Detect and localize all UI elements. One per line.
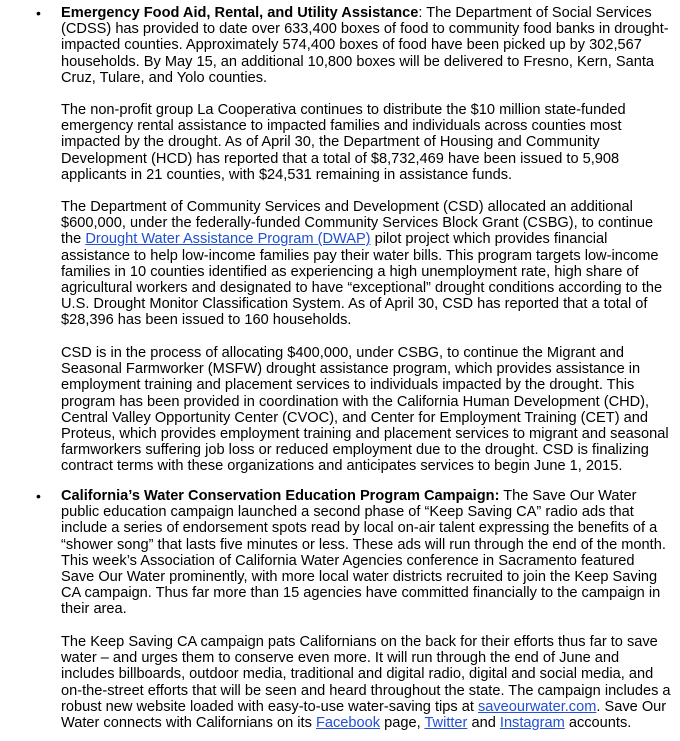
facebook-link[interactable]: Facebook — [315, 714, 381, 731]
bullet-icon: • — [36, 488, 41, 504]
bullet-icon: • — [36, 5, 41, 21]
twitter-link[interactable]: Twitter — [424, 714, 468, 731]
paragraph-rental-assistance: The non-profit group La Cooperativa continues to distribute the $10 million state-funded emergency rental assistance to impacted families and individuals across counties most impacted by the drought. As of April 30, the Department of Housing and Community Development (HCD) has reported that a total of $8,732,469 have been issued to 5,908 applicants in 21 counties, with $24,531 remaining in assistance funds. — [61, 102, 626, 183]
saveourwater-link[interactable]: saveourwater.com — [477, 698, 597, 715]
paragraph-keep-saving-ca: The Keep Saving CA campaign pats Californians on the back for their efforts thus far to save water – and urges them to conserve even more. It will run through the end of June and includes billboards, outdoor media, traditional and digital radio, digital and social media, and on-the-street efforts that will be seen and heard throughout the state. The campaign includes a robust new website loaded with easy-to-use water-saving tips at saveourwater.com. Save Our Water connects with Californians on its Facebook page, Twitter and Instagram accounts. — [61, 634, 671, 731]
paragraph-msfw: CSD is in the process of allocating $400,000, under CSBG, to continue the Migrant and Seasonal Farmworker (MSFW) drought assistance program, which provides assistance in employment training and placement services to individuals impacted by the drought. This program has been provided in coordination with the California Human Development (CHD), Central Valley Opportunity Center (CVOC), and Center for Employment Training (CET) and Proteus, which provides employment training and placement services to migrant and seasonal farmworkers suffering job loss or reduced employment due to the drought. CSD is finalizing contract terms with these organizations and anticipates services to begin June 1, 2015. — [61, 345, 669, 475]
dwap-link[interactable]: Drought Water Assistance Program (DWAP) — [85, 231, 371, 248]
paragraph-radio-ads: California’s Water Conservation Education Program Campaign: The Save Our Water public education campaign launched a second phase of “Keep Saving CA” radio ads that include a series of endorsement spots read by local on-air talent expressing the benefits of a “shower song” that lasts five minutes or less. These ads will run through the end of the month. This week’s Association of California Water Agencies conference in Sacramento featured Save Our Water prominently, with more local water districts recruited to join the Keep Saving CA campaign. Thus far more than 15 agencies have committed financially to the campaign in their area. — [61, 488, 666, 618]
section-heading-emergency-aid: Emergency Food Aid, Rental, and Utility Assistance — [61, 5, 419, 21]
paragraph-dwap: The Department of Community Services and Development (CSD) allocated an additional $600,000, under the federally-funded Community Services Block Grant (CSBG), to continue the Drought Water Assistance Program (DWAP) pilot project which provides financial assistance to help low-income families pay their water bills. This program targets low-income families in 10 counties identified as experiencing a high unemployment rate, high share of agricultural workers and designated to have “exceptional” drought conditions according to the U.S. Drought Monitor Classification System. As of April 30, CSD has reported that a total of $28,396 has been issued to 160 households. — [61, 199, 663, 329]
paragraph-food-aid: Emergency Food Aid, Rental, and Utility Assistance: The Department of Social Services (CDSS) has provided to date over 633,400 boxes of food to community food banks in drought- impacted counties. Approximately 574,400 boxes of food have been picked up by 302,567 households. By May 15, an additional 10,800 boxes will be delivered to Fresno, Kern, Santa Cruz, Tulare, and Yolo counties. — [61, 5, 669, 86]
instagram-link[interactable]: Instagram — [499, 714, 565, 731]
section-heading-water-conservation: California’s Water Conservation Education Program Campaign: — [61, 488, 500, 504]
